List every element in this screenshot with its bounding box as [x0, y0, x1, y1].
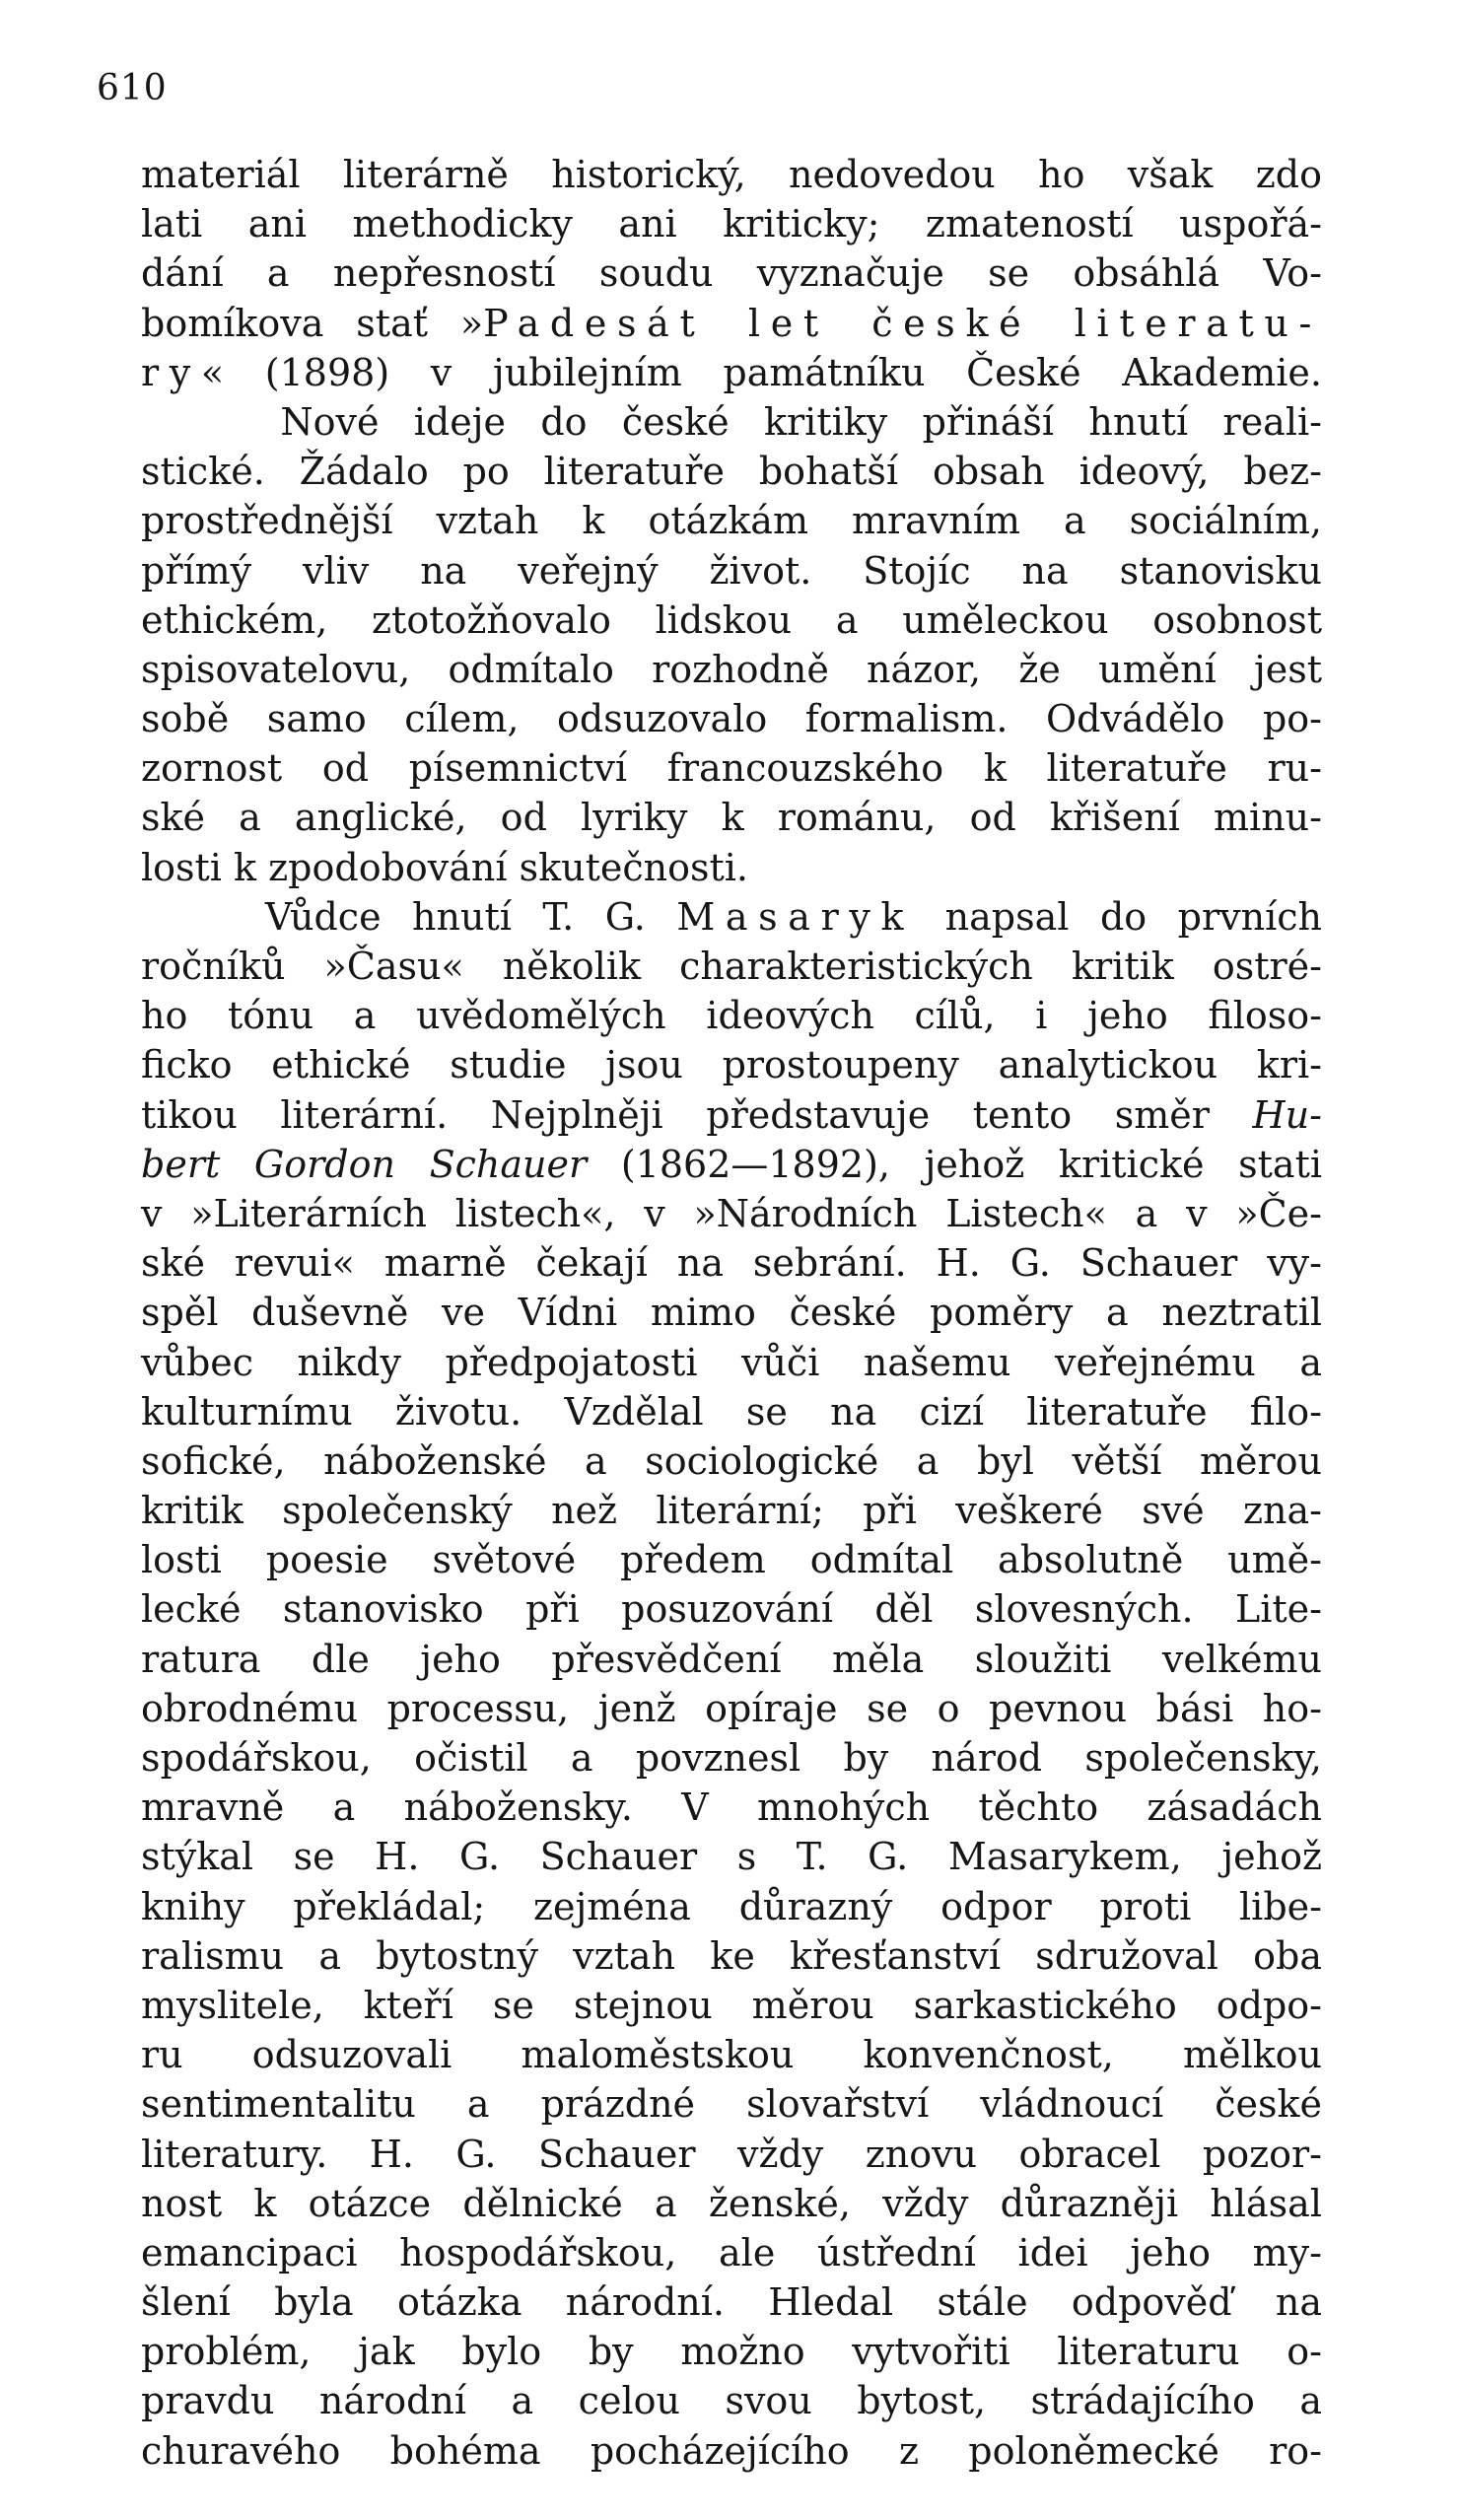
text-line: problém, jak bylo by možno vytvořiti literaturu o-	[141, 2330, 1322, 2374]
text-line: mravně a nábožensky. V mnohých těchto zásadách	[141, 1785, 1322, 1830]
text-line: churavého bohéma pocházejícího z poloněmecké ro-	[141, 2428, 1322, 2473]
text-line: ry« (1898) v jubilejním památníku České Akademie.	[141, 350, 1322, 394]
text-line: ralismu a bytostný vztah ke křesťanství sdružoval oba	[141, 1933, 1322, 1978]
text-line: kulturnímu životu. Vzdělal se na cizí literatuře filo-	[141, 1389, 1322, 1434]
text-line: emancipaci hospodářskou, ale ústřední idei jeho my-	[141, 2230, 1322, 2275]
text-line: sentimentalitu a prázdné slovařství vládnoucí české	[141, 2082, 1322, 2127]
text-line: tikou literární. Nejplněji představuje tento směr Hu-	[141, 1092, 1322, 1137]
text-line: knihy překládal; zejména důrazný odpor proti libe-	[141, 1884, 1322, 1928]
text-line: materiál literárně historický, nedovedou ho však zdo	[141, 153, 1322, 196]
text-line: vůbec nikdy předpojatosti vůči našemu veřejnému a	[141, 1340, 1322, 1384]
text-line: lati ani methodicky ani kriticky; zmateností uspořá-	[141, 202, 1322, 246]
spaced-name: Masaryk	[676, 894, 915, 939]
text-line: losti poesie světové předem odmítal absolutně umě-	[141, 1538, 1322, 1582]
page-number: 610	[97, 68, 168, 108]
text-line: ethickém, ztotožňovalo lidskou a uměleckou osobnost	[141, 597, 1322, 642]
text-line: ské a anglické, od lyriky k románu, od křišení minu-	[141, 796, 1322, 840]
text-line: prostřednější vztah k otázkám mravním a sociálním,	[141, 499, 1322, 543]
body-text	[141, 150, 1322, 2476]
text-line: v »Literárních listech«, v »Národních Listech« a v »Če-	[141, 1191, 1322, 1235]
text-line: myslitele, kteří se stejnou měrou sarkastického odpo-	[141, 1983, 1322, 2027]
text-line: bomíkova stať »Padesát let české literatu-	[141, 301, 1322, 345]
text-line: sobě samo cílem, odsuzovalo formalism. Odvádělo po-	[141, 697, 1322, 741]
text-line: přímý vliv na veřejný život. Stojíc na stanovisku	[141, 548, 1322, 593]
text-line: spěl duševně ve Vídni mimo české poměry a neztratil	[141, 1291, 1322, 1335]
text-line: pravdu národní a celou svou bytost, strádajícího a	[141, 2379, 1322, 2423]
text-line: Nové ideje do české kritiky přináší hnutí reali-	[280, 399, 1322, 444]
text-line: zornost od písemnictví francouzského k literatuře ru-	[141, 746, 1322, 791]
spaced-title: Padesát let české literatu-	[483, 301, 1322, 345]
text-line: stické. Žádalo po literatuře bohatší obsah ideový, bez-	[141, 450, 1322, 494]
text-line: šlení byla otázka národní. Hledal stále odpověď na	[141, 2280, 1322, 2325]
text-line: ratura dle jeho přesvědčení měla sloužiti velkému	[141, 1637, 1322, 1681]
text-line: ho tónu a uvědomělých ideových cílů, i jeho filoso-	[141, 994, 1322, 1038]
text-line: ské revui« marně čekají na sebrání. H. G. Schauer vy-	[141, 1241, 1322, 1286]
text-line: ficko ethické studie jsou prostoupeny analytickou kri-	[141, 1043, 1322, 1087]
text-line: lecké stanovisko při posuzování děl slovesných. Lite-	[141, 1587, 1322, 1632]
text-line: dání a nepřesností soudu vyznačuje se obsáhlá Vo-	[141, 251, 1322, 296]
text-line: kritik společenský než literární; při veškeré své zna-	[141, 1489, 1322, 1533]
text-line: literatury. H. G. Schauer vždy znovu obracel pozor-	[141, 2132, 1322, 2176]
text-line: sofické, náboženské a sociologické a byl větší měrou	[141, 1438, 1322, 1483]
text-line: spodářskou, očistil a povznesl by národ společensky,	[141, 1736, 1322, 1780]
text-line: losti k zpodobování skutečnosti.	[141, 845, 748, 889]
spaced-title: ry	[141, 350, 201, 394]
text-line: bert Gordon Schauer (1862—1892), jehož kritické stati	[141, 1142, 1322, 1186]
text-line: ročníků »Času« několik charakteristických kritik ostré-	[141, 945, 1322, 988]
text-line: spisovatelovu, odmítalo rozhodně názor, že umění jest	[141, 647, 1322, 691]
text-line: obrodnému processu, jenž opíraje se o pevnou bási ho-	[141, 1686, 1322, 1730]
text-line: Vůdce hnutí T. G. Masaryk napsal do prvních	[264, 894, 1322, 939]
text-line: nost k otázce dělnické a ženské, vždy důrazněji hlásal	[141, 2181, 1322, 2225]
italic-name: bert Gordon Schauer	[141, 1142, 588, 1186]
text-line: stýkal se H. G. Schauer s T. G. Masarykem, jehož	[141, 1835, 1322, 1879]
italic-name: Hu-	[1252, 1092, 1322, 1137]
text-line: ru odsuzovali maloměstskou konvenčnost, mělkou	[141, 2033, 1322, 2077]
